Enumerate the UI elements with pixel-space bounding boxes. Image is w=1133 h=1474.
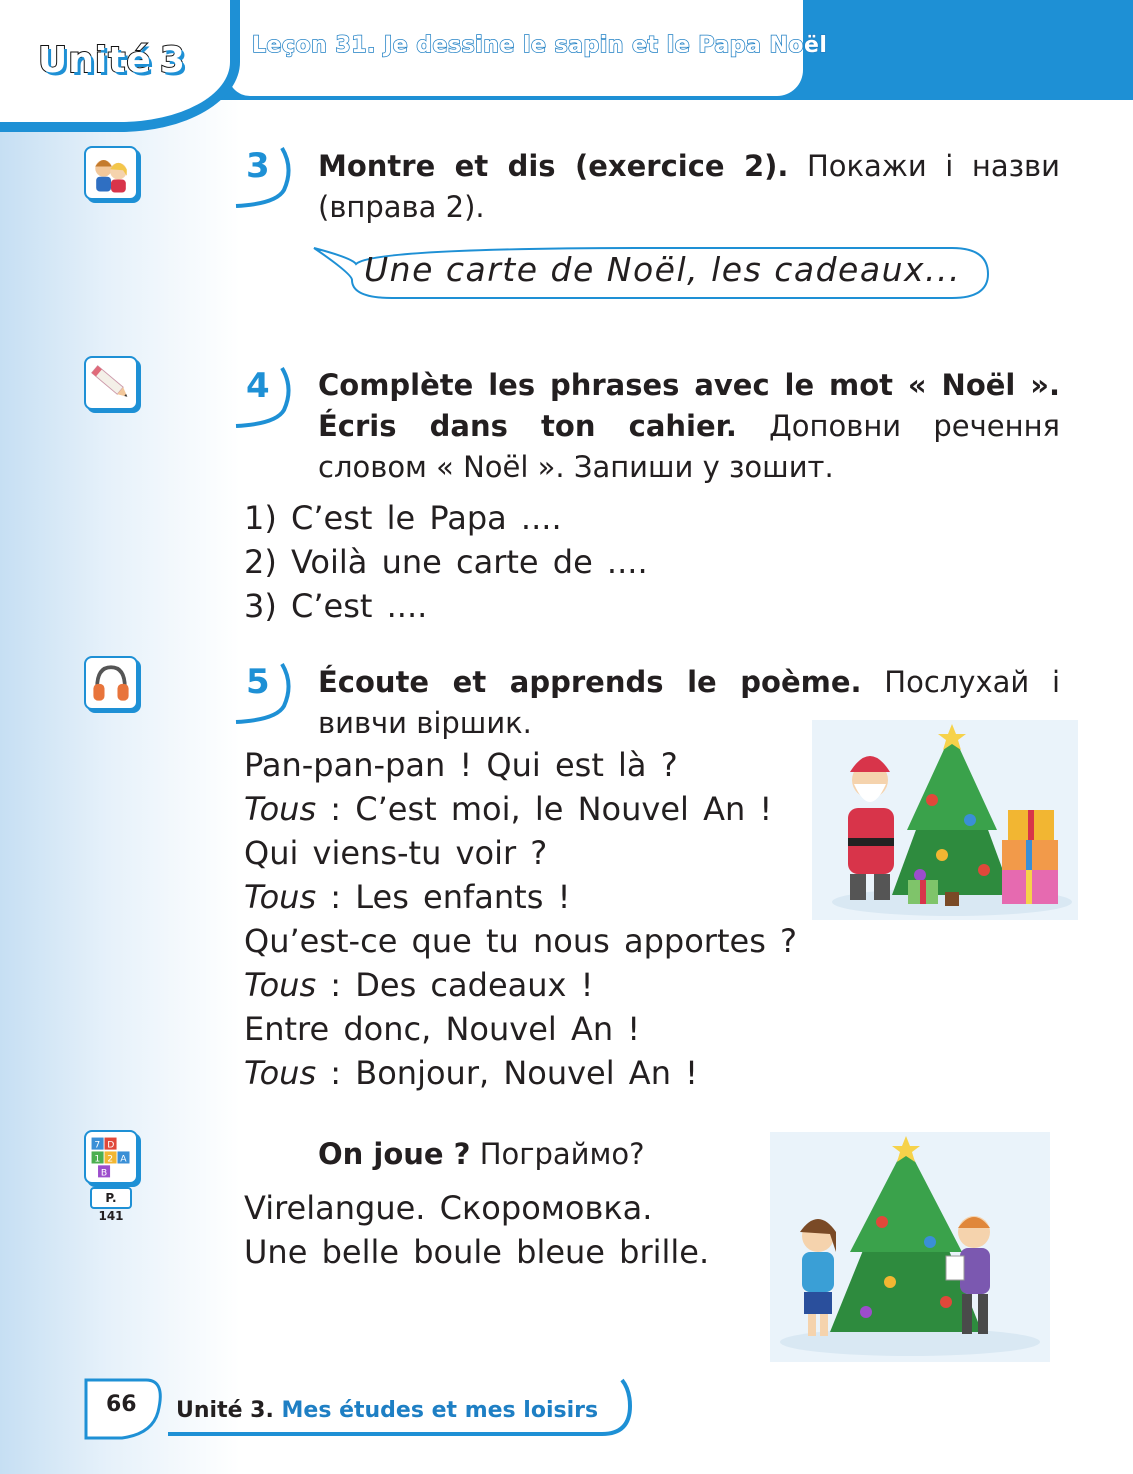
poem-line (244, 831, 797, 875)
poem-text: : Des cadeaux ! (316, 966, 594, 1004)
poem-line (244, 743, 797, 787)
poem-text: Qu’est-ce que tu nous apportes ? (244, 922, 798, 960)
instruction-uk: Покажи і назви (вправа 2). (318, 149, 1060, 224)
instruction-fr: Montre et dis (exercice 2). (318, 149, 789, 183)
poem-text: : Les enfants ! (316, 878, 571, 916)
poem-text: : Bonjour, Nouvel An ! (316, 1054, 698, 1092)
twister-line: Virelangue. Скоромовка. (244, 1189, 653, 1227)
poem-text: : C’est moi, le Nouvel An ! (316, 790, 773, 828)
exercise-3-instruction (318, 146, 1060, 228)
exercise-number-3 (232, 146, 294, 210)
poem-text: Entre donc, Nouvel An ! (244, 1010, 641, 1048)
unit-badge (38, 40, 186, 81)
exercise-4-sentences (244, 496, 648, 628)
poem-line (244, 1007, 797, 1051)
sentence-item: 1) C’est le Papa .... (244, 499, 562, 537)
santa-tree-illustration (812, 720, 1078, 920)
poem (244, 743, 797, 1095)
svg-text:1: 1 (94, 1153, 101, 1165)
exercise-digit: 3 (246, 146, 270, 186)
sentence-item: 2) Voilà une carte de .... (244, 543, 648, 581)
children-tree-illustration (770, 1132, 1050, 1362)
unit-word: Unité (38, 40, 152, 81)
svg-text:7: 7 (94, 1139, 101, 1151)
svg-text:B: B (100, 1167, 108, 1179)
poem-line (244, 787, 797, 831)
poem-text: Qui viens-tu voir ? (244, 834, 548, 872)
svg-text:2: 2 (107, 1153, 114, 1165)
instruction-uk: Доповни речення словом « Noël ». Запиши у зошит. (318, 409, 1060, 484)
poem-line (244, 963, 797, 1007)
svg-text:D: D (107, 1139, 115, 1151)
headphones-icon (84, 656, 138, 710)
poem-line (244, 1051, 797, 1095)
exercise-digit: 5 (246, 662, 270, 702)
poem-text: Pan-pan-pan ! Qui est là ? (244, 746, 678, 784)
instruction-uk: Пограймо? (470, 1137, 645, 1171)
instruction-fr: On joue ? (318, 1137, 471, 1171)
poem-line (244, 919, 797, 963)
exercise-number-5 (232, 662, 294, 726)
speech-bubble (312, 244, 992, 302)
exercise-4-instruction (318, 365, 1060, 488)
twister-line: Une belle boule bleue brille. (244, 1233, 710, 1271)
poem-speaker: Tous (244, 1054, 317, 1092)
poem-speaker: Tous (244, 878, 317, 916)
exercise-number-4 (232, 366, 294, 430)
poem-speaker: Tous (244, 790, 317, 828)
instruction-fr: Écoute et apprends le poème. (318, 665, 862, 699)
side-band (0, 0, 240, 1474)
game-blocks-icon (84, 1130, 138, 1184)
tongue-twister (244, 1186, 709, 1274)
bubble-text: Une carte de Noël, les cadeaux... (364, 250, 961, 289)
sentence-item: 3) C’est .... (244, 587, 428, 625)
page-reference: P. 141 (90, 1187, 132, 1209)
poem-line (244, 875, 797, 919)
poem-speaker: Tous (244, 966, 317, 1004)
exercise-digit: 4 (246, 366, 270, 406)
lesson-title: Leçon 31. Je dessine le sapin et le Papa Noël (252, 33, 828, 58)
footer-unit (176, 1398, 598, 1423)
children-icon (84, 146, 138, 200)
instruction-uk: Послухай і вивчи віршик. (318, 665, 1061, 740)
page-number: 66 (106, 1392, 137, 1417)
footer-unit-label: Unité 3. (176, 1398, 274, 1423)
pencil-icon (84, 356, 138, 410)
unit-number: 3 (159, 40, 186, 81)
footer-unit-title: Mes études et mes loisirs (281, 1398, 599, 1423)
instruction-fr: Complète les phrases avec le mot « Noël ». Écris dans ton cahier. (318, 368, 1060, 443)
svg-text:A: A (120, 1153, 127, 1165)
